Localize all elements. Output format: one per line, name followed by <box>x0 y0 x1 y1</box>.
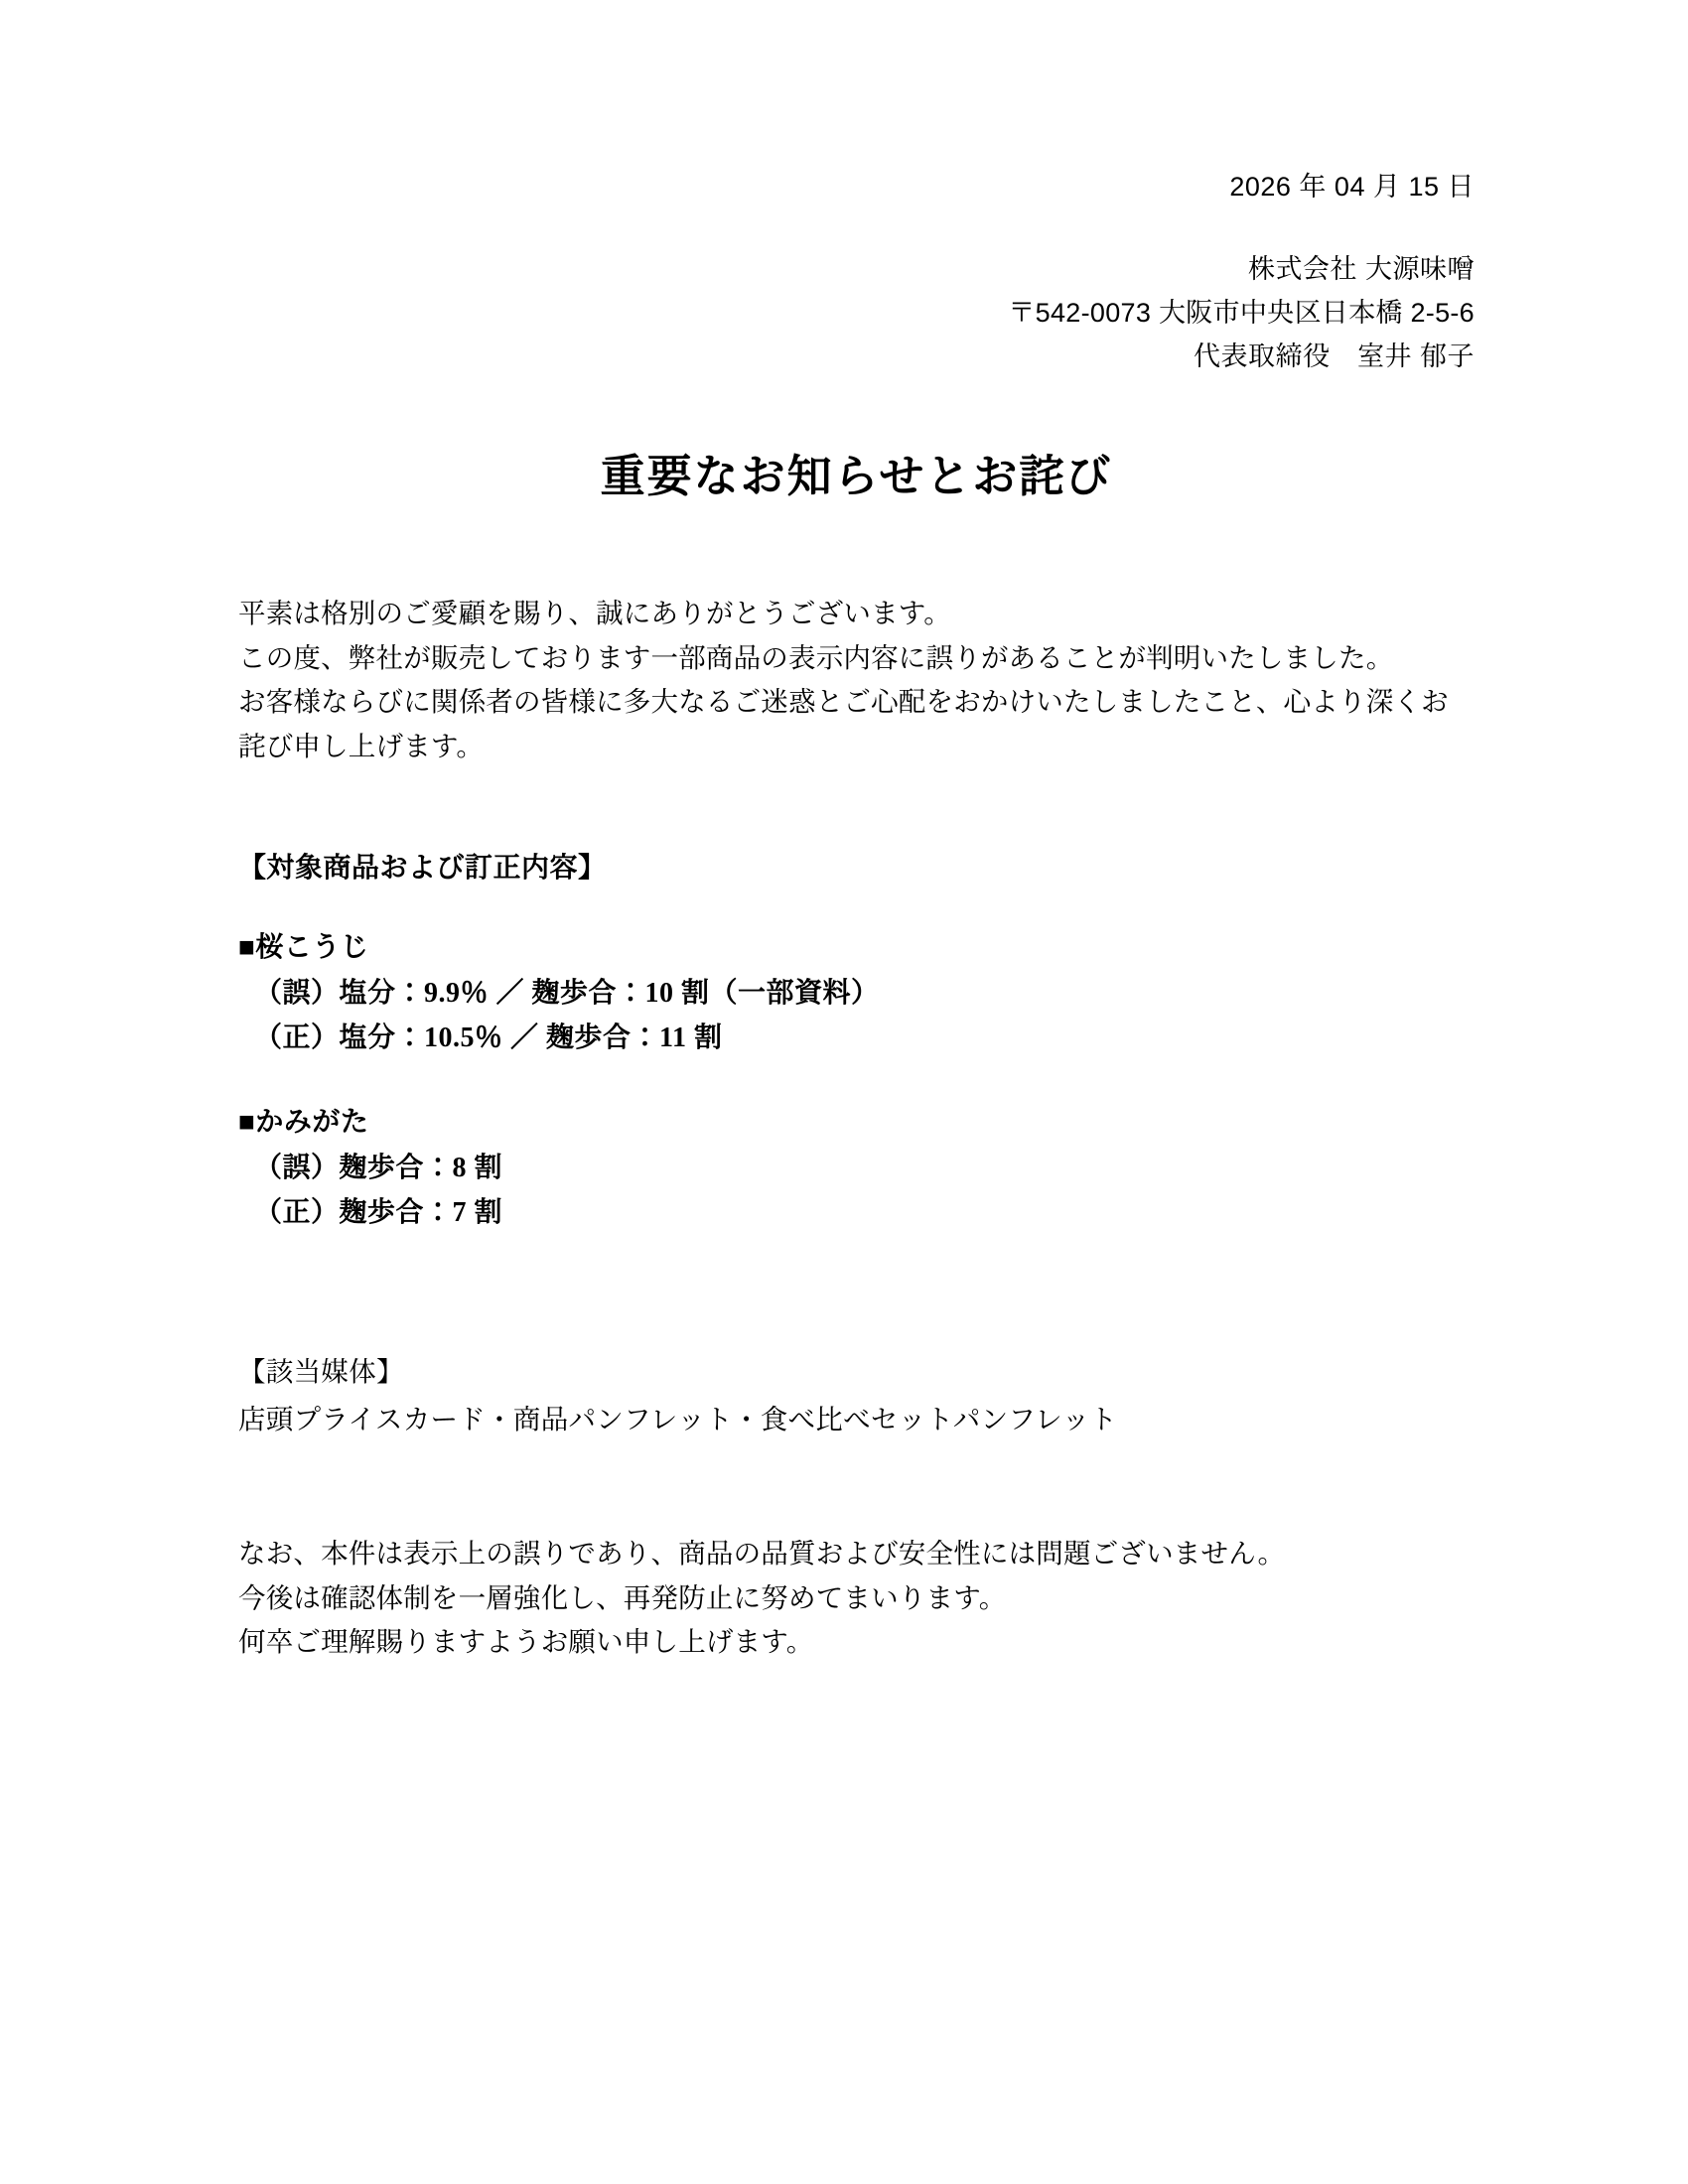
intro-line-1: 平素は格別のご愛顧を賜り、誠にありがとうございます。 <box>238 598 951 628</box>
company-name: 株式会社 大源味噌 <box>1247 254 1475 284</box>
closing-line-3: 何卒ご理解賜りますようお願い申し上げます。 <box>238 1626 814 1658</box>
representative-name: 代表取締役 室井 郁子 <box>1193 341 1475 371</box>
correction-item <box>238 925 1475 1060</box>
product-name: ■桜こうじ <box>238 932 369 964</box>
media-list: 店頭プライスカード・商品パンフレット・食べ比べセットパンフレット <box>238 1404 1118 1435</box>
issue-date: 2026 年 04 月 15 日 <box>1229 172 1475 202</box>
intro-paragraph <box>238 592 1475 768</box>
product-name: ■かみがた <box>238 1107 369 1139</box>
media-heading: 【該当媒体】 <box>238 1356 404 1388</box>
intro-line-2: この度、弊社が販売しております一部商品の表示内容に誤りがあることが判明いたしました。 <box>238 641 1394 673</box>
page-title: 重要なお知らせとお詫び <box>600 452 1113 501</box>
closing-line-2: 今後は確認体制を一層強化し、再発防止に努めてまいります。 <box>238 1581 1007 1613</box>
intro-line-3: お客様ならびに関係者の皆様に多大なるご迷惑とご心配をおかけいたしましたこと、心より深くお詫び申し上げます。 <box>238 686 1449 761</box>
incorrect-value: （誤）塩分：9.9％ ／ 麹歩合：10 割（一部資料） <box>254 977 880 1009</box>
correction-item <box>238 1100 1475 1235</box>
company-address: 〒542-0073 大阪市中央区日本橋 2-5-6 <box>1008 298 1475 328</box>
corrected-value: （正）麹歩合：7 割 <box>254 1196 503 1228</box>
closing-line-1: なお、本件は表示上の誤りであり、商品の品質および安全性には問題ございません。 <box>238 1538 1286 1570</box>
closing-paragraph <box>238 1532 1475 1665</box>
letter-header <box>238 174 1475 370</box>
corrections-heading: 【対象商品および訂正内容】 <box>238 853 607 885</box>
incorrect-value: （誤）麹歩合：8 割 <box>254 1152 503 1183</box>
corrected-value: （正）塩分：10.5％ ／ 麹歩合：11 割 <box>254 1022 723 1053</box>
